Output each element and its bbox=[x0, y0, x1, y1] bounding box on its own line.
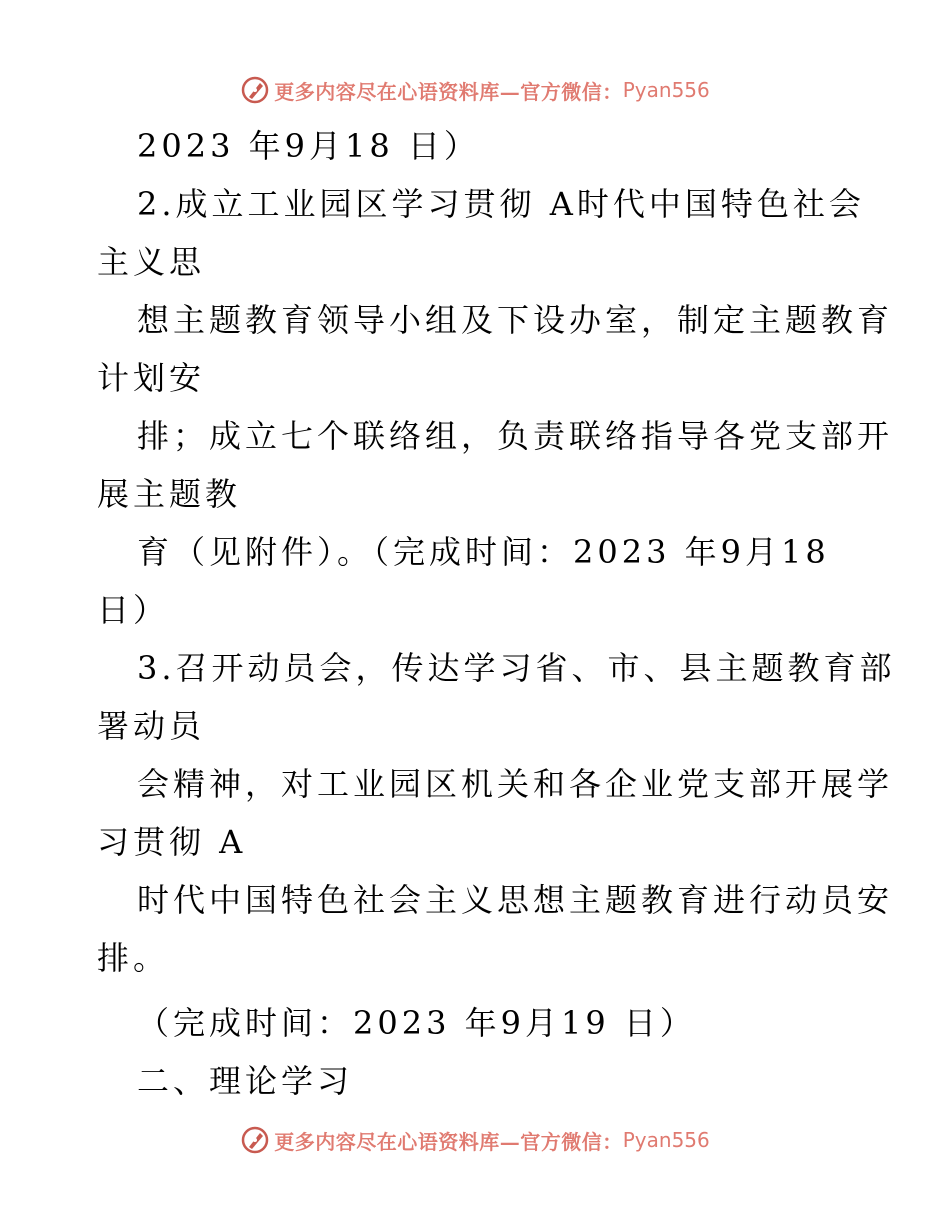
body-line: 时代中国特色社会主义思想主题教育进行动员安 bbox=[137, 881, 894, 919]
footer-banner-handle: Pyan556 bbox=[622, 1128, 710, 1152]
body-line: 2.成立工业园区学习贯彻 A时代中国特色社会 bbox=[137, 185, 865, 223]
body-line: 会精神，对工业园区机关和各企业党支部开展学 bbox=[137, 765, 894, 803]
body-line: 排。 bbox=[97, 939, 170, 977]
header-banner-text: 更多内容尽在心语资料库—官方微信： bbox=[274, 79, 623, 104]
body-line: 主义思 bbox=[97, 243, 206, 281]
body-line: （完成时间：2023 年9月19 日） bbox=[137, 1004, 696, 1042]
body-line: 展主题教 bbox=[97, 475, 242, 513]
body-line: 想主题教育领导小组及下设办室，制定主题教育 bbox=[137, 301, 894, 339]
footer-banner bbox=[0, 1120, 950, 1160]
body-line: 署动员 bbox=[97, 707, 206, 745]
body-line: 2023 年9月18 日） bbox=[137, 127, 480, 165]
body-line: 3.召开动员会，传达学习省、市、县主题教育部 bbox=[137, 649, 896, 687]
header-banner bbox=[0, 70, 950, 110]
body-line: 习贯彻 A bbox=[97, 823, 247, 861]
header-banner-handle: Pyan556 bbox=[622, 78, 710, 102]
section-heading: 二、理论学习 bbox=[137, 1062, 354, 1100]
footer-banner-text: 更多内容尽在心语资料库—官方微信： bbox=[274, 1129, 623, 1154]
body-line: 育（见附件）。（完成时间：2023 年9月18 bbox=[137, 533, 830, 571]
pen-nib-logo-icon bbox=[240, 1125, 270, 1155]
body-line: 计划安 bbox=[97, 359, 206, 397]
body-line: 排；成立七个联络组，负责联络指导各党支部开 bbox=[137, 417, 894, 455]
body-line: 日） bbox=[97, 591, 170, 629]
pen-nib-logo-icon bbox=[240, 75, 270, 105]
